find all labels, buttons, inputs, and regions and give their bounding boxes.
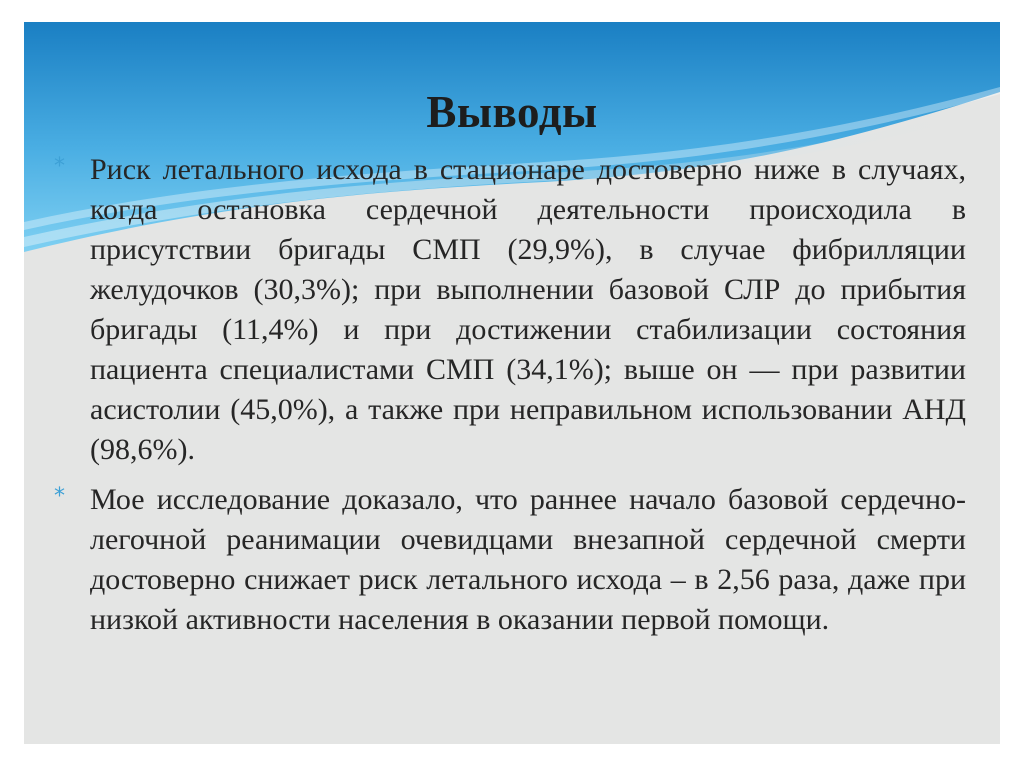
bullet-text-2: Мое исследование доказало, что раннее начало базовой сердечно-легочной реанимации очевидцами внезапной сердечной смерти достоверно снижает риск летального исхода – в 2,56 раза, даже при низкой активности населения в оказании первой помощи. [90,483,966,636]
bullet-item-1 [54,150,966,470]
slide [24,22,1000,744]
asterisk-bullet-icon: * [54,484,65,509]
bullet-item-2 [54,480,966,640]
slide-title: Выводы [426,87,598,137]
asterisk-bullet-icon: * [54,154,65,179]
bullet-text-1: Риск летального исхода в стационаре достоверно ниже в случаях, когда остановка сердечной деятельности происходила в присутствии бригады СМП (29,9%), в случае фибрилляции желудочков (30,3%); при выполнении базовой СЛР до прибытия бригады (11,4%) и при достижении стабилизации состояния пациента специалистами СМП (34,1%); выше он — при развитии асистолии (45,0%), а также при неправильном использовании АНД (98,6%). [90,153,966,466]
bullet-list [54,150,966,650]
